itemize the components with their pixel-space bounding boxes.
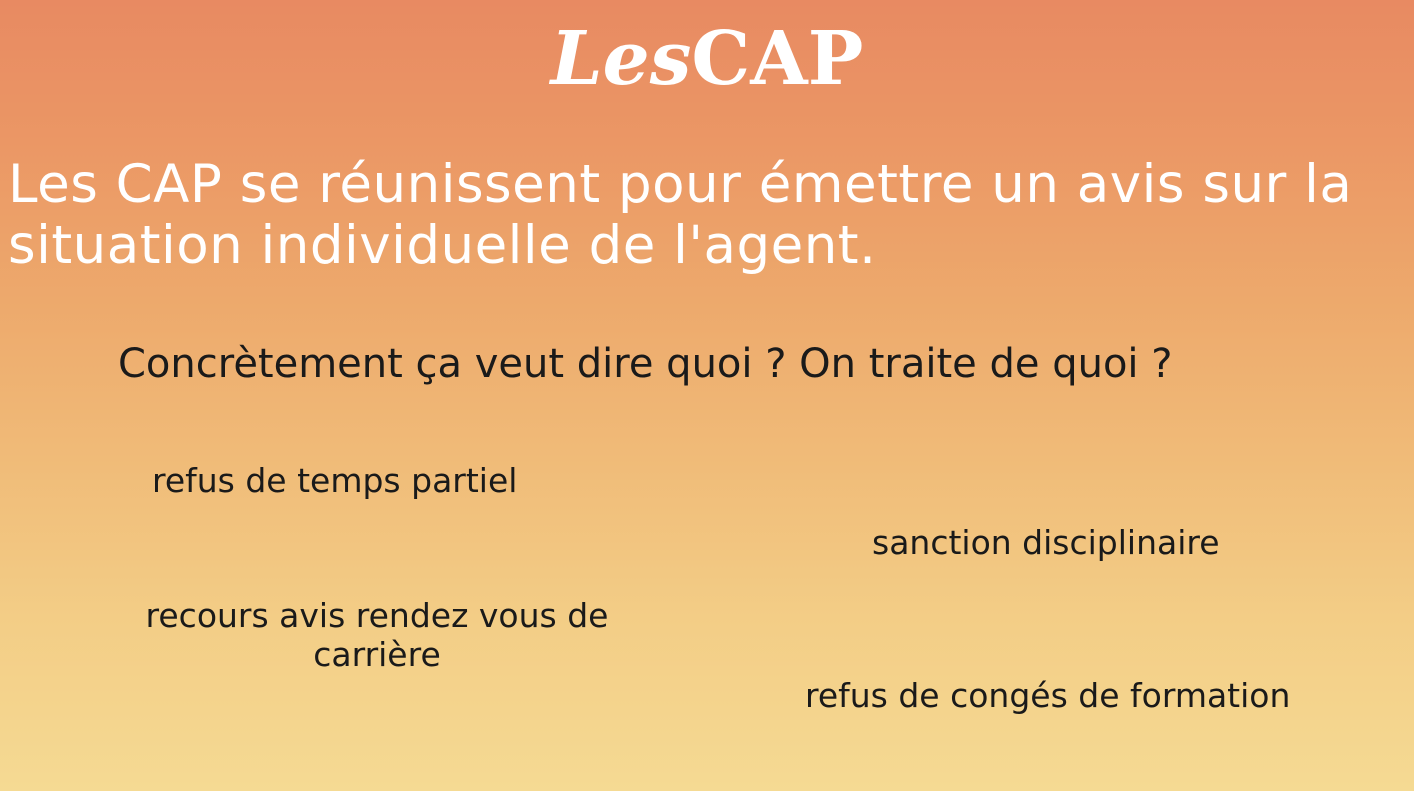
slide-question: Concrètement ça veut dire quoi ? On traite de quoi ? [118,341,1173,387]
list-item: refus de temps partiel [152,461,518,500]
slide-title-italic-part: Les [550,16,692,102]
list-item: refus de congés de formation [805,676,1291,715]
slide-title-upright-part: CAP [691,16,864,102]
list-item: sanction disciplinaire [872,523,1220,562]
list-item: recours avis rendez vous de carrière [145,596,609,674]
slide-title [0,16,1414,102]
slide-subtitle: Les CAP se réunissent pour émettre un avis sur la situation individuelle de l'agent. [8,154,1353,276]
